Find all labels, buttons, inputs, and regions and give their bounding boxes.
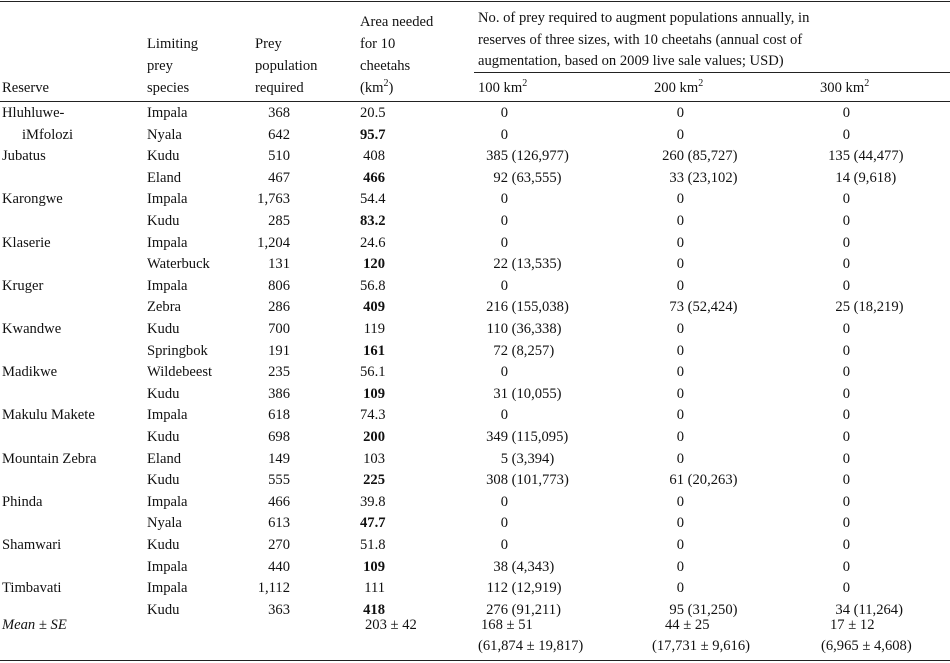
header-area-3: cheetahs: [360, 58, 411, 74]
cell-c100: [478, 233, 508, 253]
header-prey-pop-2: population: [255, 58, 318, 74]
cell-c100: [478, 449, 554, 469]
cell-c200-value: 0: [676, 407, 684, 423]
cell-c100-value: 0: [500, 213, 508, 229]
cell-c300-value: 0: [842, 213, 850, 229]
cell-area: 24.6: [360, 235, 386, 251]
header-prey-pop-3: required: [255, 80, 304, 96]
cell-c300: [820, 362, 850, 382]
header-area-2: for 10: [360, 36, 396, 52]
cell-c100-cost: (101,773): [508, 472, 569, 488]
cell-reserve: Kwandwe: [2, 321, 62, 337]
cell-reserve: Kruger: [2, 278, 44, 294]
cell-c100: [478, 470, 569, 490]
cell-reserve: Timbavati: [2, 580, 62, 596]
cell-prey-population: 466: [268, 494, 290, 510]
cell-c100-cost: (36,338): [508, 321, 562, 337]
cell-prey-population: 700: [268, 321, 290, 337]
cell-c300: [820, 427, 850, 447]
cell-c200: [654, 535, 684, 555]
cell-prey-population: 467: [268, 170, 290, 186]
cell-c200-value: 73: [669, 299, 684, 315]
cell-c300-value: 0: [842, 235, 850, 251]
cell-prey-population: 1,204: [257, 235, 290, 251]
cell-c300: [820, 513, 850, 533]
cell-c200-value: 0: [676, 515, 684, 531]
cell-c200-cost: (31,250): [684, 602, 738, 618]
cell-c300-value: 0: [842, 472, 850, 488]
cell-c300-value: 34: [835, 602, 850, 618]
cell-c200: [654, 449, 684, 469]
cell-area: 200: [363, 429, 385, 445]
cell-prey-population: 618: [268, 407, 290, 423]
cell-c100: [478, 557, 554, 577]
cell-prey-population: 363: [268, 602, 290, 618]
cell-c200: [654, 189, 684, 209]
cell-c300-value: 0: [842, 429, 850, 445]
cell-c200: [654, 168, 738, 188]
header-group-1: No. of prey required to augment populations annually, in: [478, 10, 810, 26]
cell-species: Kudu: [147, 429, 180, 445]
mean-100-count: 168 ± 51: [481, 617, 533, 633]
cell-c100: [478, 211, 508, 231]
cell-c100: [478, 384, 562, 404]
header-size-300: 300 $km^2$: [820, 78, 870, 96]
cell-species: Impala: [147, 191, 188, 207]
cell-c100-value: 0: [500, 515, 508, 531]
cell-prey-population: 368: [268, 105, 290, 121]
cell-c300-cost: (9,618): [850, 170, 897, 186]
cell-c300: [820, 470, 850, 490]
cell-c200-value: 260: [662, 148, 684, 164]
cell-c100-value: 0: [500, 278, 508, 294]
cell-reserve: Jubatus: [2, 148, 46, 164]
cell-c100: [478, 319, 562, 339]
header-size-100: 100 $km^2$: [478, 78, 528, 96]
cell-species: Eland: [147, 451, 182, 467]
cell-area: 83.2: [360, 213, 386, 229]
cell-prey-population: 440: [268, 559, 290, 575]
cell-c300-value: 0: [842, 364, 850, 380]
cell-species: Kudu: [147, 472, 180, 488]
cell-c200: [654, 103, 684, 123]
cell-area: 56.8: [360, 278, 386, 294]
cell-c100-cost: (155,038): [508, 299, 569, 315]
cell-prey-population: 131: [268, 256, 290, 272]
cell-c100-value: 276: [486, 602, 508, 618]
cell-c100-cost: (3,394): [508, 451, 555, 467]
cell-c200: [654, 125, 684, 145]
cell-c200-value: 0: [676, 386, 684, 402]
cell-c200: [654, 384, 684, 404]
cell-c300-value: 0: [842, 256, 850, 272]
cell-prey-population: 1,112: [257, 580, 290, 596]
cell-c100: [478, 362, 508, 382]
cell-c100-value: 112: [486, 580, 508, 596]
cell-c200: [654, 470, 738, 490]
cell-c200-value: 95: [669, 602, 684, 618]
cell-c300: [820, 211, 850, 231]
cell-area: 39.8: [360, 494, 386, 510]
cell-c300: [820, 297, 904, 317]
cell-area: 47.7: [360, 515, 386, 531]
cell-reserve: Karongwe: [2, 191, 63, 207]
cell-c100-cost: (126,977): [508, 148, 569, 164]
cell-species: Nyala: [147, 515, 182, 531]
cell-c200-value: 0: [676, 278, 684, 294]
cell-c100-value: 38: [493, 559, 508, 575]
cell-area: 418: [363, 602, 385, 618]
cell-c300-value: 0: [842, 127, 850, 143]
cell-area: 408: [363, 148, 385, 164]
cell-c300-value: 0: [842, 278, 850, 294]
cell-species: Kudu: [147, 537, 180, 553]
cell-c200-value: 33: [669, 170, 684, 186]
cell-c100-value: 0: [500, 364, 508, 380]
cell-c100: [478, 297, 569, 317]
cell-c300-value: 0: [842, 559, 850, 575]
cell-c300-value: 0: [842, 105, 850, 121]
cell-c200-value: 0: [676, 256, 684, 272]
cell-c100-value: 0: [500, 105, 508, 121]
cell-c100-cost: (115,095): [508, 429, 569, 445]
cell-c100: [478, 146, 569, 166]
cell-c100-value: 385: [486, 148, 508, 164]
cell-c300: [820, 276, 850, 296]
cell-c100: [478, 427, 568, 447]
cell-c100-cost: (10,055): [508, 386, 562, 402]
cell-species: Impala: [147, 235, 188, 251]
header-limiting-1: Limiting: [147, 36, 199, 52]
cell-area: 161: [363, 343, 385, 359]
cell-c100-cost: (91,211): [508, 602, 561, 618]
cell-species: Kudu: [147, 321, 180, 337]
cell-c200: [654, 233, 684, 253]
mean-area: 203 ± 42: [365, 617, 417, 633]
mean-100-cost: (61,874 ± 19,817): [478, 638, 584, 654]
cell-species: Zebra: [147, 299, 182, 315]
cell-c300: [820, 189, 850, 209]
cell-reserve: Klaserie: [2, 235, 51, 251]
cell-area: 409: [363, 299, 385, 315]
cell-c200: [654, 254, 684, 274]
cell-c300: [820, 535, 850, 555]
cell-reserve: Madikwe: [2, 364, 58, 380]
cell-reserve: Shamwari: [2, 537, 62, 553]
mean-300-count: 17 ± 12: [830, 617, 875, 633]
cell-species: Impala: [147, 407, 188, 423]
cell-c100: [478, 254, 562, 274]
cell-c200-value: 0: [676, 559, 684, 575]
cell-c200-value: 0: [676, 364, 684, 380]
cell-c100: [478, 405, 508, 425]
header-rule: [0, 101, 950, 102]
cell-species: Kudu: [147, 386, 180, 402]
cell-area: 95.7: [360, 127, 386, 143]
cell-c300-value: 25: [835, 299, 850, 315]
cell-c300-value: 135: [828, 148, 850, 164]
cell-prey-population: 286: [268, 299, 290, 315]
cell-c100-value: 72: [493, 343, 508, 359]
cell-c100-value: 216: [486, 299, 508, 315]
cell-c200-value: 0: [676, 429, 684, 445]
header-size-200: 200 $km^2$: [654, 78, 704, 96]
cell-reserve: iMfolozi: [22, 127, 74, 143]
cell-species: Impala: [147, 278, 188, 294]
cell-prey-population: 642: [268, 127, 290, 143]
cell-c100: [478, 535, 508, 555]
cell-species: Impala: [147, 559, 188, 575]
cell-area: 119: [363, 321, 385, 337]
cell-prey-population: 510: [268, 148, 290, 164]
cell-c300: [820, 168, 896, 188]
cell-c300-cost: (11,264): [850, 602, 903, 618]
cell-c200-value: 0: [676, 494, 684, 510]
mean-label: Mean ± SE: [2, 617, 67, 633]
cell-c200-cost: (52,424): [684, 299, 738, 315]
header-prey-pop-1: Prey: [255, 36, 282, 52]
cell-c200: [654, 492, 684, 512]
cell-c300: [820, 492, 850, 512]
cell-c200-cost: (85,727): [684, 148, 738, 164]
group-rule: [474, 72, 950, 73]
cell-prey-population: 285: [268, 213, 290, 229]
cell-c200: [654, 319, 684, 339]
cell-reserve: Mountain Zebra: [2, 451, 97, 467]
cell-species: Impala: [147, 580, 188, 596]
cell-reserve: Hluhluwe-: [2, 105, 65, 121]
cell-species: Eland: [147, 170, 182, 186]
cell-c100-value: 31: [493, 386, 508, 402]
cell-prey-population: 149: [268, 451, 290, 467]
cell-c300-value: 0: [842, 515, 850, 531]
cell-reserve: Phinda: [2, 494, 43, 510]
cell-c100-cost: (12,919): [508, 580, 562, 596]
cell-c100-value: 92: [493, 170, 508, 186]
mean-300-cost: (6,965 ± 4,608): [821, 638, 912, 654]
cell-area: 111: [364, 580, 385, 596]
cell-c300-value: 14: [835, 170, 850, 186]
cell-c200-value: 0: [676, 191, 684, 207]
cell-area: 74.3: [360, 407, 386, 423]
cell-area: 20.5: [360, 105, 386, 121]
cell-c200-cost: (23,102): [684, 170, 738, 186]
cell-c100-cost: (63,555): [508, 170, 562, 186]
cell-c300: [820, 384, 850, 404]
cell-area: 120: [363, 256, 385, 272]
cell-species: Impala: [147, 105, 188, 121]
cell-c200-value: 0: [676, 537, 684, 553]
cell-c100-value: 22: [493, 256, 508, 272]
cell-area: 103: [363, 451, 385, 467]
cell-prey-population: 1,763: [257, 191, 290, 207]
cell-c300-value: 0: [842, 386, 850, 402]
cell-c100-value: 349: [486, 429, 508, 445]
cell-c200-value: 0: [676, 127, 684, 143]
cell-c100-value: 0: [500, 537, 508, 553]
cell-c100: [478, 168, 562, 188]
cell-c100: [478, 125, 508, 145]
cell-area: 109: [363, 559, 385, 575]
cell-c100-value: 0: [500, 407, 508, 423]
cell-c100-cost: (8,257): [508, 343, 555, 359]
cell-c200-value: 0: [676, 343, 684, 359]
cell-c300-value: 0: [842, 407, 850, 423]
cell-species: Kudu: [147, 148, 180, 164]
cell-c200-value: 0: [676, 235, 684, 251]
cell-prey-population: 613: [268, 515, 290, 531]
cell-c200: [654, 297, 738, 317]
cell-c100-value: 0: [500, 235, 508, 251]
cell-c200: [654, 146, 738, 166]
header-area-4: $(km^2)$: [360, 78, 394, 96]
cell-c100-value: 0: [500, 494, 508, 510]
cell-c200-value: 0: [676, 451, 684, 467]
header-area-1: Area needed: [360, 14, 434, 30]
cell-c100: [478, 578, 562, 598]
cell-c300-cost: (18,219): [850, 299, 904, 315]
cell-area: 225: [363, 472, 385, 488]
cell-species: Wildebeest: [147, 364, 213, 380]
cell-c300: [820, 125, 850, 145]
cell-c300: [820, 233, 850, 253]
cell-species: Kudu: [147, 213, 180, 229]
cell-species: Impala: [147, 494, 188, 510]
cell-c300-cost: (44,477): [850, 148, 904, 164]
cell-area: 51.8: [360, 537, 386, 553]
cell-c200: [654, 578, 684, 598]
cell-c300: [820, 319, 850, 339]
cell-prey-population: 386: [268, 386, 290, 402]
cell-c300-value: 0: [842, 580, 850, 596]
cell-c300-value: 0: [842, 537, 850, 553]
cell-c100-cost: (4,343): [508, 559, 555, 575]
cell-c300-value: 0: [842, 451, 850, 467]
cell-c300: [820, 103, 850, 123]
cell-c100: [478, 341, 554, 361]
cell-c300-value: 0: [842, 191, 850, 207]
cell-prey-population: 555: [268, 472, 290, 488]
cell-area: 54.4: [360, 191, 386, 207]
mean-200-count: 44 ± 25: [665, 617, 710, 633]
header-limiting-3: species: [147, 80, 190, 96]
cell-species: Waterbuck: [147, 256, 210, 272]
cell-c100: [478, 492, 508, 512]
cell-species: Nyala: [147, 127, 182, 143]
cell-c300: [820, 578, 850, 598]
cell-c200: [654, 211, 684, 231]
cell-c200-value: 0: [676, 580, 684, 596]
cell-c300-value: 0: [842, 494, 850, 510]
header-limiting-2: prey: [147, 58, 173, 74]
cell-species: Kudu: [147, 602, 180, 618]
cell-c100: [478, 189, 508, 209]
cell-c300: [820, 341, 850, 361]
cell-reserve: Makulu Makete: [2, 407, 95, 423]
cell-area: 56.1: [360, 364, 386, 380]
cell-prey-population: 191: [268, 343, 290, 359]
cell-c100: [478, 513, 508, 533]
cell-c100-cost: (13,535): [508, 256, 562, 272]
cell-c100: [478, 276, 508, 296]
cell-area: 466: [363, 170, 385, 186]
cell-c200-value: 0: [676, 321, 684, 337]
cell-area: 109: [363, 386, 385, 402]
cell-prey-population: 270: [268, 537, 290, 553]
bottom-rule: [0, 660, 950, 661]
header-reserve: Reserve: [2, 80, 50, 96]
cell-c300: [820, 449, 850, 469]
cell-c100-value: 308: [486, 472, 508, 488]
cell-c200-value: 0: [676, 105, 684, 121]
cell-c200: [654, 276, 684, 296]
cell-c200: [654, 513, 684, 533]
cell-prey-population: 806: [268, 278, 290, 294]
cell-c200: [654, 427, 684, 447]
cell-c200-value: 61: [669, 472, 684, 488]
cell-c100-value: 0: [500, 191, 508, 207]
cell-c200: [654, 405, 684, 425]
cell-c100-value: 0: [500, 127, 508, 143]
cell-c100-value: 110: [486, 321, 508, 337]
cell-c200-value: 0: [676, 213, 684, 229]
cell-c200: [654, 557, 684, 577]
mean-200-cost: (17,731 ± 9,616): [652, 638, 750, 654]
cell-prey-population: 698: [268, 429, 290, 445]
cell-c300-value: 0: [842, 321, 850, 337]
cell-c100: [478, 103, 508, 123]
top-rule: [0, 1, 950, 2]
cell-prey-population: 235: [268, 364, 290, 380]
cell-c200-cost: (20,263): [684, 472, 738, 488]
cell-c300: [820, 254, 850, 274]
cell-c300-value: 0: [842, 343, 850, 359]
cell-c100-value: 5: [500, 451, 508, 467]
cell-c300: [820, 146, 904, 166]
cell-c300: [820, 405, 850, 425]
cell-c300: [820, 557, 850, 577]
cell-c200: [654, 341, 684, 361]
cell-species: Springbok: [147, 343, 208, 359]
header-group-3: augmentation, based on 2009 live sale values; USD): [478, 53, 784, 69]
cell-c200: [654, 362, 684, 382]
header-group-2: reserves of three sizes, with 10 cheetahs (annual cost of: [478, 32, 803, 48]
